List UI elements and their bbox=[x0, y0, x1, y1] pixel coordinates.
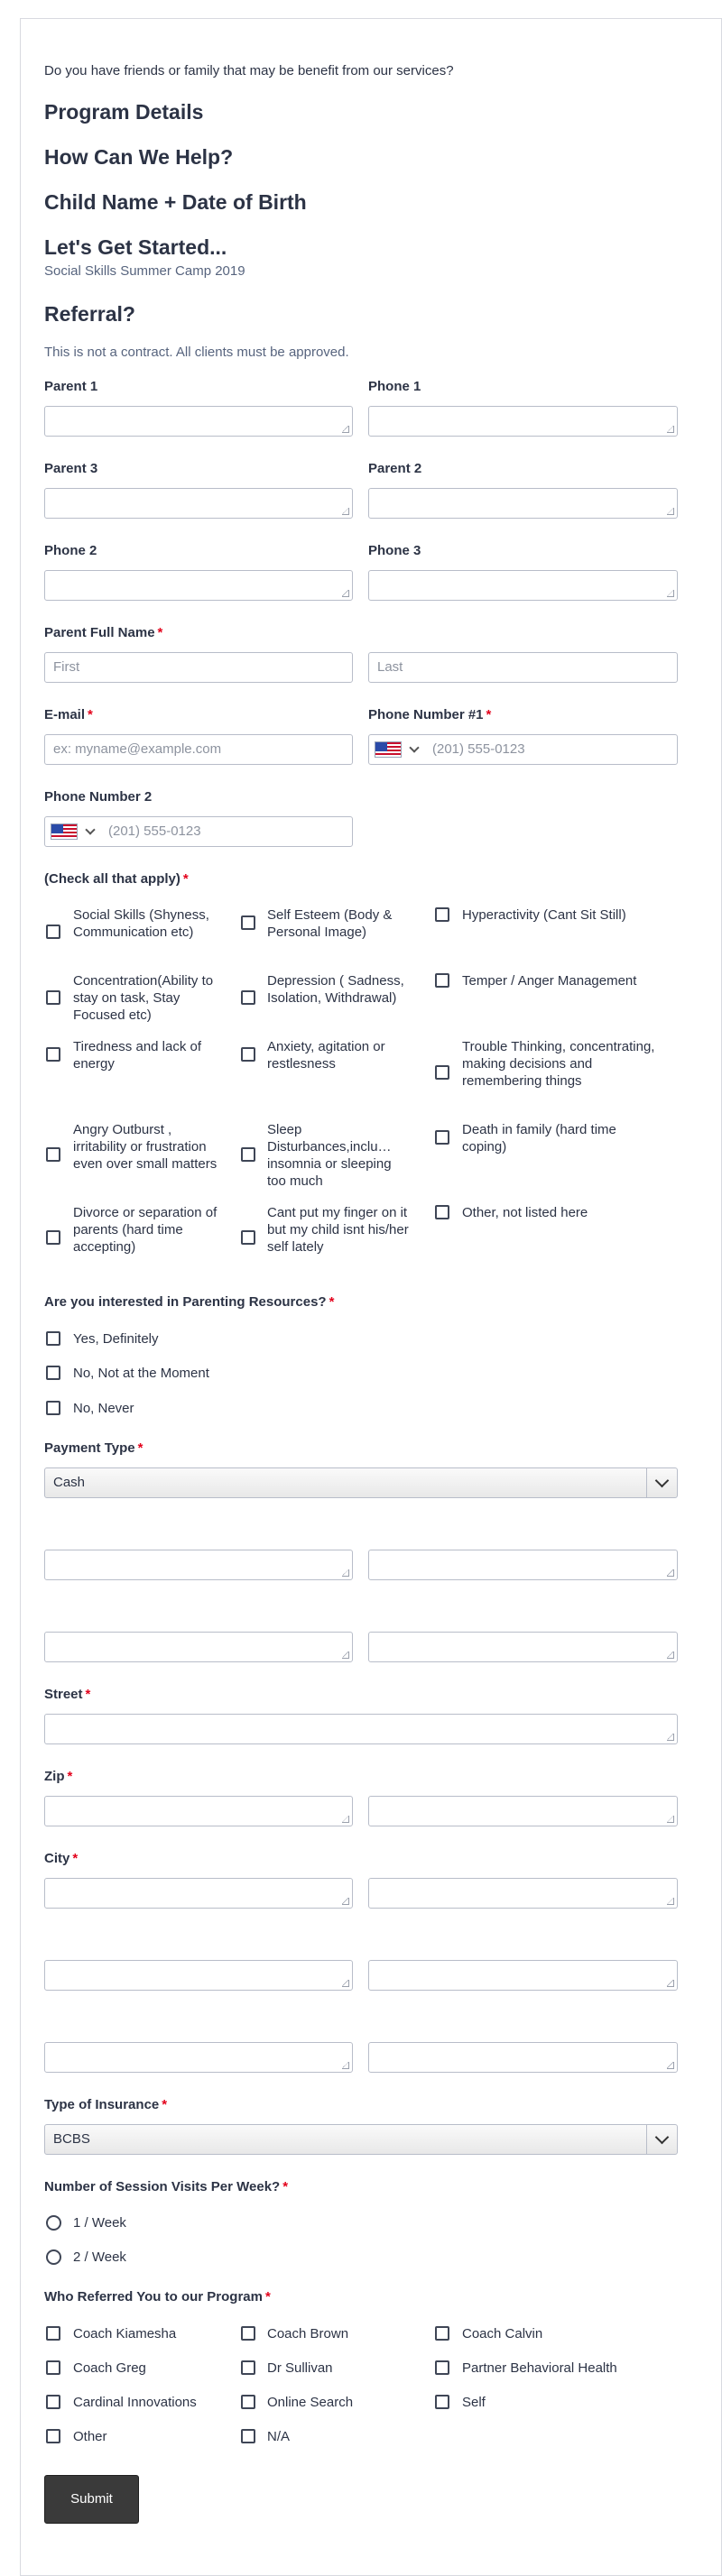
phone3-label: Phone 3 bbox=[368, 543, 421, 558]
chevron-down-icon bbox=[646, 1468, 677, 1497]
street-label: Street * bbox=[44, 1687, 91, 1702]
concern-option: Hyperactivity (Cant Sit Still) bbox=[462, 907, 626, 923]
referrer-checkbox[interactable] bbox=[241, 2429, 255, 2443]
city-label: City * bbox=[44, 1851, 79, 1866]
street-input[interactable] bbox=[44, 1714, 678, 1744]
how-can-we-help-heading: How Can We Help? bbox=[44, 145, 234, 169]
concerns-label: (Check all that apply) * bbox=[44, 871, 189, 887]
zip-label: Zip * bbox=[44, 1769, 73, 1784]
zip-input[interactable] bbox=[44, 1796, 353, 1826]
concern-option: Temper / Anger Management bbox=[462, 973, 637, 989]
referrer-option: Coach Brown bbox=[267, 2326, 349, 2341]
phone-number-1-label: Phone Number #1 * bbox=[368, 707, 492, 722]
blank-input[interactable] bbox=[44, 1960, 353, 1991]
concern-option: Concentration(Ability to stay on task, Stay Focused etc) bbox=[73, 973, 214, 1023]
blank-input[interactable] bbox=[368, 1878, 678, 1909]
submit-button[interactable]: Submit bbox=[44, 2475, 139, 2524]
concern-option: Anxiety, agitation or restlesness bbox=[267, 1039, 385, 1072]
parenting-checkbox-not-now[interactable] bbox=[46, 1366, 60, 1380]
referred-label: Who Referred You to our Program * bbox=[44, 2289, 271, 2305]
us-flag-icon bbox=[51, 823, 78, 840]
session-option: 1 / Week bbox=[73, 2215, 126, 2231]
referrer-option: Other bbox=[73, 2429, 107, 2444]
sessions-label: Number of Session Visits Per Week? * bbox=[44, 2179, 289, 2194]
referrer-option: Cardinal Innovations bbox=[73, 2395, 197, 2410]
concern-option: Self Esteem (Body & Personal Image) bbox=[267, 907, 393, 940]
blank-input[interactable] bbox=[368, 1550, 678, 1580]
concern-option: Cant put my finger on it but my child isnt his/her self lately bbox=[267, 1205, 409, 1255]
country-selector[interactable] bbox=[51, 823, 105, 841]
concern-option: Other, not listed here bbox=[462, 1205, 588, 1220]
referrer-checkbox[interactable] bbox=[46, 2395, 60, 2409]
parent2-input[interactable] bbox=[368, 488, 678, 519]
phone-number-1-input[interactable]: (201) 555-0123 bbox=[368, 734, 678, 765]
referrer-option: Coach Greg bbox=[73, 2360, 146, 2376]
payment-type-label: Payment Type * bbox=[44, 1440, 143, 1456]
camp-subtitle: Social Skills Summer Camp 2019 bbox=[44, 263, 245, 279]
phone1-input[interactable] bbox=[368, 406, 678, 437]
concern-checkbox[interactable] bbox=[241, 915, 255, 930]
concern-checkbox[interactable] bbox=[241, 1147, 255, 1162]
referrer-checkbox[interactable] bbox=[241, 2360, 255, 2375]
phone-number-2-input[interactable]: (201) 555-0123 bbox=[44, 816, 353, 847]
referrer-option: Dr Sullivan bbox=[267, 2360, 333, 2376]
concern-checkbox[interactable] bbox=[46, 1230, 60, 1245]
blank-input[interactable] bbox=[44, 2042, 353, 2073]
parenting-option: No, Never bbox=[73, 1401, 134, 1416]
referrer-checkbox[interactable] bbox=[435, 2360, 449, 2375]
blank-input[interactable] bbox=[44, 1550, 353, 1580]
referrer-option: N/A bbox=[267, 2429, 291, 2444]
session-radio-2[interactable] bbox=[46, 2249, 61, 2265]
referral-heading: Referral? bbox=[44, 302, 135, 326]
session-radio-1[interactable] bbox=[46, 2215, 61, 2231]
chevron-down-icon bbox=[646, 2125, 677, 2154]
concern-checkbox[interactable] bbox=[46, 1047, 60, 1062]
child-name-dob-heading: Child Name + Date of Birth bbox=[44, 190, 307, 214]
concern-checkbox[interactable] bbox=[435, 1205, 449, 1219]
insurance-select[interactable]: BCBS bbox=[44, 2124, 678, 2155]
concern-checkbox[interactable] bbox=[46, 1147, 60, 1162]
email-input[interactable]: ex: myname@example.com bbox=[44, 734, 353, 765]
concern-option: Sleep Disturbances,inclu… insomnia or sleeping too much bbox=[267, 1122, 392, 1189]
referrer-checkbox[interactable] bbox=[46, 2360, 60, 2375]
blank-input[interactable] bbox=[368, 1796, 678, 1826]
concern-option: Death in family (hard time coping) bbox=[462, 1122, 616, 1155]
referrer-option: Online Search bbox=[267, 2395, 354, 2410]
concern-checkbox[interactable] bbox=[435, 1065, 449, 1080]
phone2-label: Phone 2 bbox=[44, 543, 97, 558]
parenting-option: No, Not at the Moment bbox=[73, 1366, 209, 1381]
phone3-input[interactable] bbox=[368, 570, 678, 601]
lets-get-started-heading: Let's Get Started... bbox=[44, 235, 227, 259]
payment-type-select[interactable]: Cash bbox=[44, 1467, 678, 1498]
friends-family-question: Do you have friends or family that may be benefit from our services? bbox=[44, 63, 454, 78]
chevron-down-icon bbox=[409, 742, 419, 752]
insurance-label: Type of Insurance * bbox=[44, 2097, 168, 2112]
concern-checkbox[interactable] bbox=[435, 907, 449, 922]
referrer-option: Coach Calvin bbox=[462, 2326, 543, 2341]
parent-full-name-label: Parent Full Name * bbox=[44, 625, 163, 640]
referrer-option: Coach Kiamesha bbox=[73, 2326, 177, 2341]
last-name-input[interactable]: Last bbox=[368, 652, 678, 683]
referrer-checkbox[interactable] bbox=[241, 2326, 255, 2341]
blank-input[interactable] bbox=[368, 1960, 678, 1991]
us-flag-icon bbox=[375, 741, 402, 758]
country-selector[interactable] bbox=[375, 741, 429, 759]
blank-input[interactable] bbox=[368, 1632, 678, 1662]
phone2-input[interactable] bbox=[44, 570, 353, 601]
referrer-option: Self bbox=[462, 2395, 486, 2410]
parenting-checkbox-yes[interactable] bbox=[46, 1331, 60, 1346]
blank-input[interactable] bbox=[44, 1632, 353, 1662]
concern-option: Angry Outburst , irritability or frustration even over small matters bbox=[73, 1122, 218, 1172]
parent3-label: Parent 3 bbox=[44, 461, 98, 476]
program-details-heading: Program Details bbox=[44, 100, 204, 124]
referrer-checkbox[interactable] bbox=[46, 2326, 60, 2341]
referrer-option: Partner Behavioral Health bbox=[462, 2360, 617, 2376]
referrer-checkbox[interactable] bbox=[241, 2395, 255, 2409]
concern-checkbox[interactable] bbox=[46, 925, 60, 939]
concern-option: Trouble Thinking, concentrating, making decisions and remembering things bbox=[462, 1039, 655, 1089]
disclaimer-text: This is not a contract. All clients must be approved. bbox=[44, 345, 349, 360]
parent1-label: Parent 1 bbox=[44, 379, 98, 394]
phone-number-2-label: Phone Number 2 bbox=[44, 789, 153, 805]
phone1-label: Phone 1 bbox=[368, 379, 421, 394]
concern-checkbox[interactable] bbox=[46, 990, 60, 1005]
concern-option: Depression ( Sadness, Isolation, Withdrawal) bbox=[267, 973, 404, 1006]
blank-input[interactable] bbox=[368, 2042, 678, 2073]
concern-checkbox[interactable] bbox=[435, 1130, 449, 1145]
chevron-down-icon bbox=[85, 824, 95, 834]
parent2-label: Parent 2 bbox=[368, 461, 422, 476]
first-name-input[interactable]: First bbox=[44, 652, 353, 683]
parent3-input[interactable] bbox=[44, 488, 353, 519]
parenting-checkbox-never[interactable] bbox=[46, 1401, 60, 1415]
concern-checkbox[interactable] bbox=[241, 1047, 255, 1062]
concern-checkbox[interactable] bbox=[241, 1230, 255, 1245]
referrer-checkbox[interactable] bbox=[435, 2395, 449, 2409]
concern-checkbox[interactable] bbox=[435, 973, 449, 988]
concern-option: Social Skills (Shyness, Communication etc) bbox=[73, 907, 209, 940]
parenting-resources-label: Are you interested in Parenting Resources? * bbox=[44, 1294, 335, 1310]
concern-checkbox[interactable] bbox=[241, 990, 255, 1005]
city-input[interactable] bbox=[44, 1878, 353, 1909]
session-option: 2 / Week bbox=[73, 2249, 126, 2265]
referrer-checkbox[interactable] bbox=[46, 2429, 60, 2443]
referrer-checkbox[interactable] bbox=[435, 2326, 449, 2341]
parent1-input[interactable] bbox=[44, 406, 353, 437]
parenting-option: Yes, Definitely bbox=[73, 1331, 159, 1347]
concern-option: Divorce or separation of parents (hard time accepting) bbox=[73, 1205, 218, 1255]
email-label: E-mail * bbox=[44, 707, 93, 722]
concern-option: Tiredness and lack of energy bbox=[73, 1039, 202, 1072]
